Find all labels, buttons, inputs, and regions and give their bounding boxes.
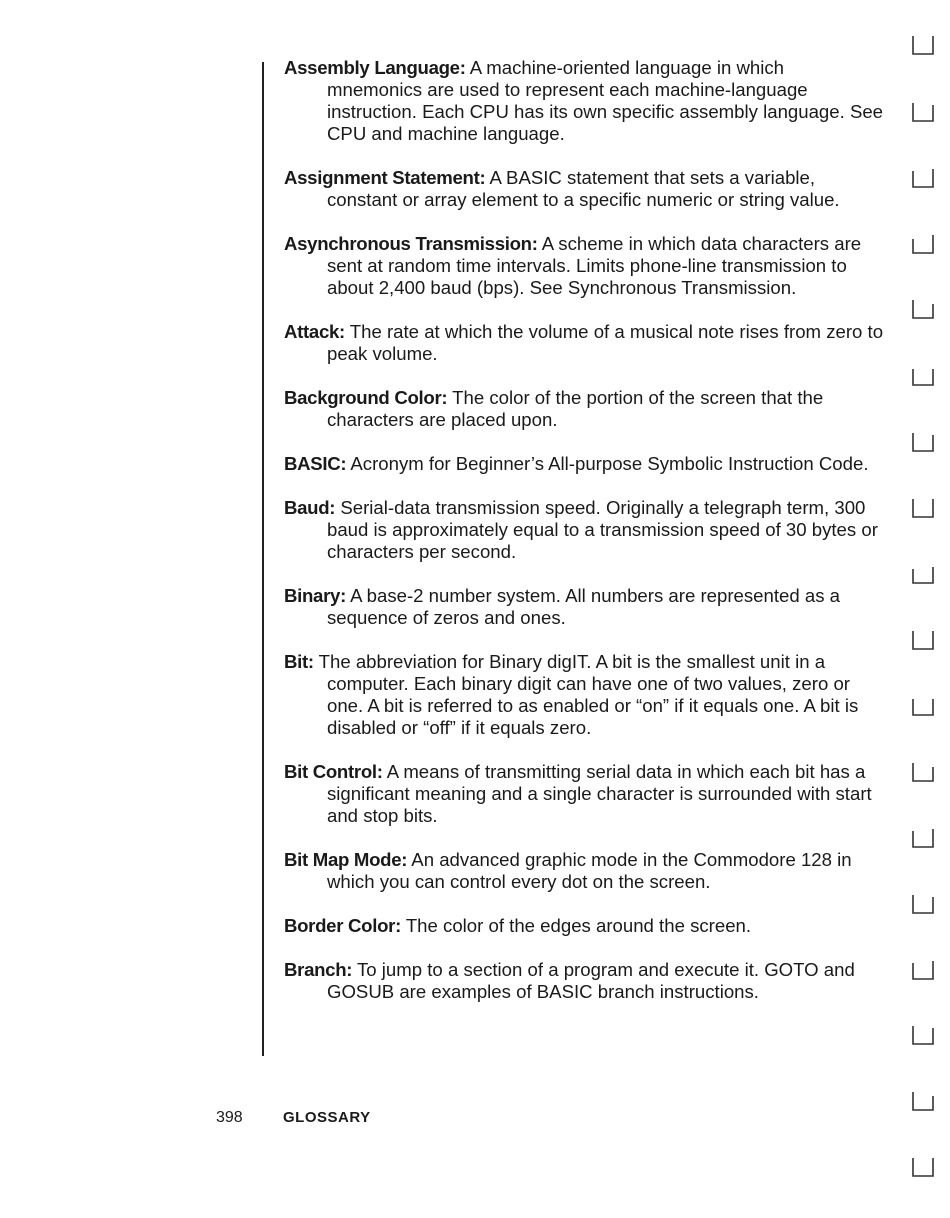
- glossary-entry: [284, 761, 884, 827]
- glossary-definition: A means of transmitting serial data in which each bit has a significant meaning and a single character is surrounded with start and stop bits.: [327, 761, 872, 826]
- glossary-entry: [284, 321, 884, 365]
- binding-tab-icon: [909, 893, 937, 917]
- margin-rule: [262, 62, 264, 1056]
- binding-tab-icon: [909, 1090, 937, 1114]
- binding-tab-icon: [909, 959, 937, 983]
- glossary-term: Asynchronous Transmission:: [284, 233, 538, 254]
- binding-tab-icon: [909, 298, 937, 322]
- glossary-entry: [284, 453, 884, 475]
- binding-tab-icon: [909, 431, 937, 455]
- glossary-definition: A base-2 number system. All numbers are represented as a sequence of zeros and ones.: [327, 585, 840, 628]
- binding-tab-icon: [909, 629, 937, 653]
- glossary-entry: [284, 959, 884, 1003]
- glossary-term: Assembly Language:: [284, 57, 466, 78]
- glossary-definition: Serial-data transmission speed. Originally a telegraph term, 300 baud is approximately equal to a transmission speed of 30 bytes or characters per second.: [327, 497, 878, 562]
- glossary-entry: [284, 849, 884, 893]
- glossary-term: Bit Control:: [284, 761, 383, 782]
- binding-tab-icon: [909, 233, 937, 257]
- page-number: 398: [216, 1109, 243, 1126]
- glossary-entries: [284, 57, 884, 1003]
- binding-tab-icon: [909, 563, 937, 587]
- glossary-definition: An advanced graphic mode in the Commodore 128 in which you can control every dot on the screen.: [327, 849, 852, 892]
- glossary-term: BASIC:: [284, 453, 347, 474]
- glossary-definition: A scheme in which data characters are sent at random time intervals. Limits phone-line transmission to about 2,400 baud (bps). See Synchronous Transmission.: [327, 233, 862, 298]
- glossary-definition: A BASIC statement that sets a variable, constant or array element to a specific numeric or string value.: [327, 167, 840, 210]
- glossary-definition: The color of the edges around the screen.: [405, 915, 752, 936]
- binding-tab-icon: [909, 1024, 937, 1048]
- binding-tab-marks: [905, 0, 945, 1218]
- glossary-term: Baud:: [284, 497, 336, 518]
- glossary-term: Branch:: [284, 959, 353, 980]
- binding-tab-icon: [909, 34, 937, 58]
- glossary-definition: To jump to a section of a program and execute it. GOTO and GOSUB are examples of BASIC branch instructions.: [327, 959, 855, 1002]
- glossary-entry: [284, 585, 884, 629]
- binding-tab-icon: [909, 497, 937, 521]
- glossary-entry: [284, 167, 884, 211]
- glossary-definition: The abbreviation for Binary digIT. A bit is the smallest unit in a computer. Each binary digit can have one of two values, zero or one. A bit is referred to as enabled or “on” if it equals one. A bit is disabled or “off” if it equals zero.: [318, 651, 859, 738]
- glossary-term: Bit:: [284, 651, 314, 672]
- glossary-definition: Acronym for Beginner’s All-purpose Symbolic Instruction Code.: [350, 453, 869, 474]
- binding-tab-icon: [909, 167, 937, 191]
- glossary-term: Attack:: [284, 321, 345, 342]
- glossary-definition: The color of the portion of the screen that the characters are placed upon.: [327, 387, 824, 430]
- binding-tab-icon: [909, 827, 937, 851]
- glossary-term: Background Color:: [284, 387, 448, 408]
- glossary-entry: [284, 651, 884, 739]
- binding-tab-icon: [909, 695, 937, 719]
- glossary-definition: A machine-oriented language in which mnemonics are used to represent each machine-language instruction. Each CPU has its own specific assembly language. See CPU and machine language.: [327, 57, 884, 144]
- glossary-definition: The rate at which the volume of a musical note rises from zero to peak volume.: [327, 321, 884, 364]
- glossary-term: Bit Map Mode:: [284, 849, 408, 870]
- glossary-entry: [284, 57, 884, 145]
- glossary-term: Binary:: [284, 585, 346, 606]
- glossary-term: Border Color:: [284, 915, 401, 936]
- glossary-entry: [284, 387, 884, 431]
- glossary-term: Assignment Statement:: [284, 167, 486, 188]
- glossary-entry: [284, 233, 884, 299]
- binding-tab-icon: [909, 365, 937, 389]
- glossary-entry: [284, 497, 884, 563]
- section-title: GLOSSARY: [283, 1109, 371, 1126]
- binding-tab-icon: [909, 761, 937, 785]
- binding-tab-icon: [909, 101, 937, 125]
- glossary-entry: [284, 915, 884, 937]
- binding-tab-icon: [909, 1156, 937, 1180]
